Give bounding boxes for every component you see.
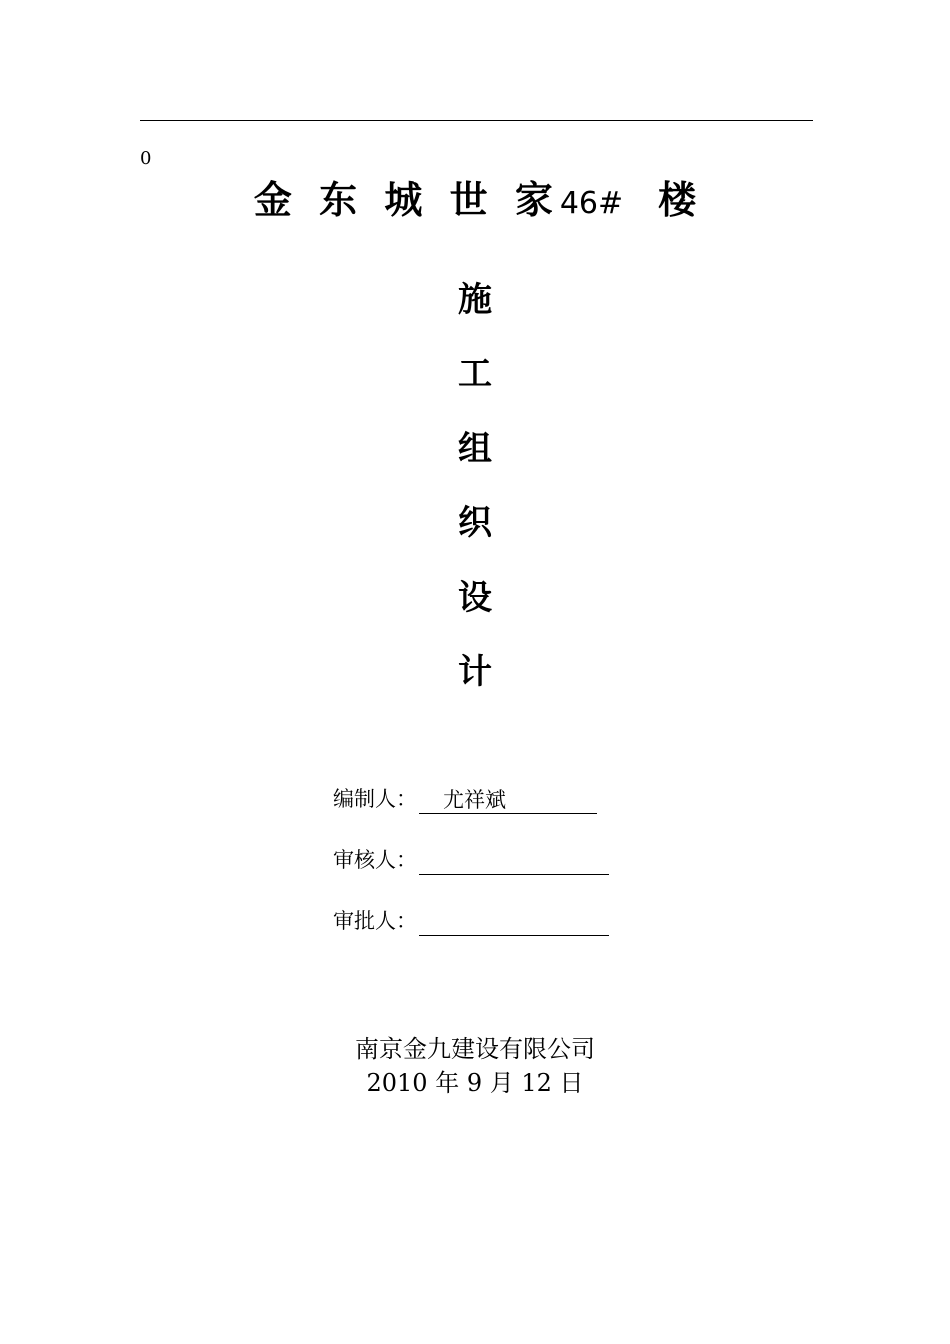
subtitle-char: 织	[458, 503, 492, 543]
subtitle-char: 组	[458, 429, 492, 469]
subtitle-char: 设	[458, 578, 492, 618]
compiler-row	[333, 784, 597, 814]
reviewer-label: 审核人：	[333, 848, 417, 872]
title-char: 金	[253, 177, 292, 222]
approver-field	[419, 907, 609, 936]
subtitle-char: 计	[458, 652, 492, 692]
document-title	[0, 172, 950, 232]
reviewer-field	[419, 846, 609, 875]
compiler-label: 编制人：	[333, 787, 417, 811]
reviewer-row	[333, 845, 609, 875]
building-number: 46#	[559, 186, 624, 221]
title-char: 城	[384, 177, 423, 222]
title-char: 世	[449, 177, 488, 222]
title-char: 家	[514, 177, 553, 222]
page-marker: 0	[140, 148, 152, 169]
title-char: 楼	[658, 177, 697, 222]
approver-label: 审批人：	[333, 909, 417, 933]
header-rule	[140, 120, 813, 121]
compiler-name: 尤祥斌	[443, 788, 506, 812]
company-name: 南京金九建设有限公司	[355, 1035, 595, 1063]
approver-row	[333, 906, 609, 936]
subtitle-char: 施	[458, 280, 492, 320]
title-char: 东	[319, 177, 358, 222]
compiler-field	[419, 785, 597, 814]
document-date: 2010 年 9 月 12 日	[366, 1069, 584, 1097]
subtitle-char: 工	[458, 354, 492, 394]
